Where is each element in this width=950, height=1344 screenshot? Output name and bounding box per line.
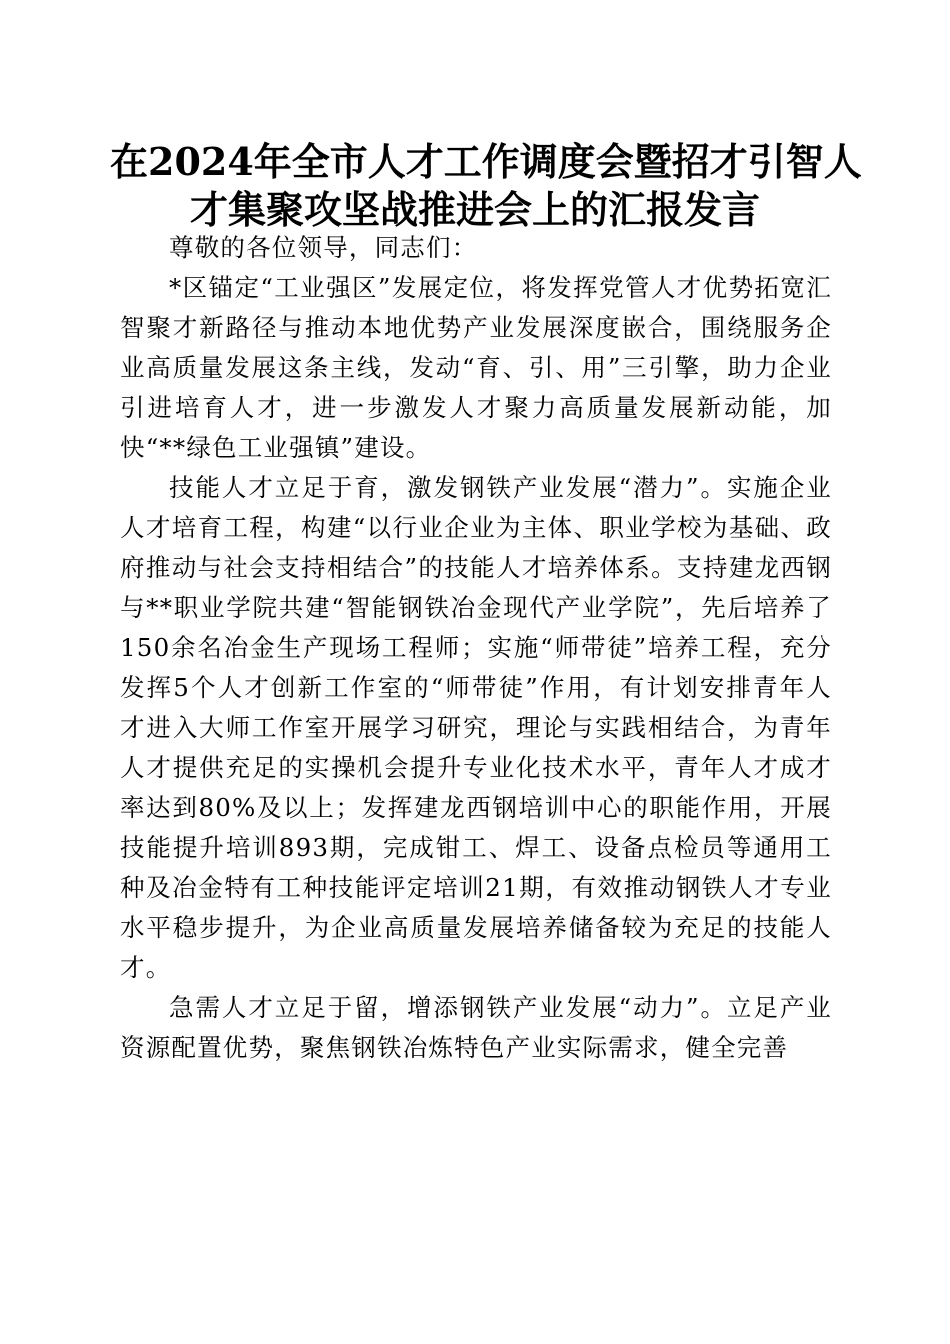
document-body: [120, 228, 832, 1068]
paragraph-skilled-talent: 技能人才立足于育，激发钢铁产业发展“潜力”。实施企业人才培育工程，构建“以行业企业为主体、职业学校为基础、政府推动与社会支持相结合”的技能人才培养体系。支持建龙西钢与**职业学院共建“智能钢铁冶金现代产业学院”，先后培养了150余名冶金生产现场工程师；实施“师带徒”培养工程，充分发挥5个人才创新工作室的“师带徒”作用，有计划安排青年人才进入大师工作室开展学习研究，理论与实践相结合，为青年人才提供充足的实操机会提升专业化技术水平，青年人才成才率达到80%及以上；发挥建龙西钢培训中心的职能作用，开展技能提升培训893期，完成钳工、焊工、设备点检员等通用工种及冶金特有工种技能评定培训21期，有效推动钢铁人才专业水平稳步提升，为企业高质量发展培养储备较为充足的技能人才。: [120, 473, 832, 982]
document-title: [110, 138, 862, 234]
title-line-1: 在2024年全市人才工作调度会暨招才引智人: [110, 139, 862, 184]
salutation: 尊敬的各位领导，同志们：: [169, 233, 478, 262]
title-line-2: 才集聚攻坚战推进会上的汇报发言: [189, 187, 760, 232]
paragraph-urgent-talent: 急需人才立足于留，增添钢铁产业发展“动力”。立足产业资源配置优势，聚焦钢铁冶炼特色产业实际需求，健全完善: [120, 993, 832, 1062]
paragraph-intro: *区锚定“工业强区”发展定位，将发挥党管人才优势拓宽汇智聚才新路径与推动本地优势产业发展深度嵌合，围绕服务企业高质量发展这条主线，发动“育、引、用”三引擎，助力企业引进培育人才，进一步激发人才聚力高质量发展新动能，加快“**绿色工业强镇”建设。: [120, 273, 832, 462]
